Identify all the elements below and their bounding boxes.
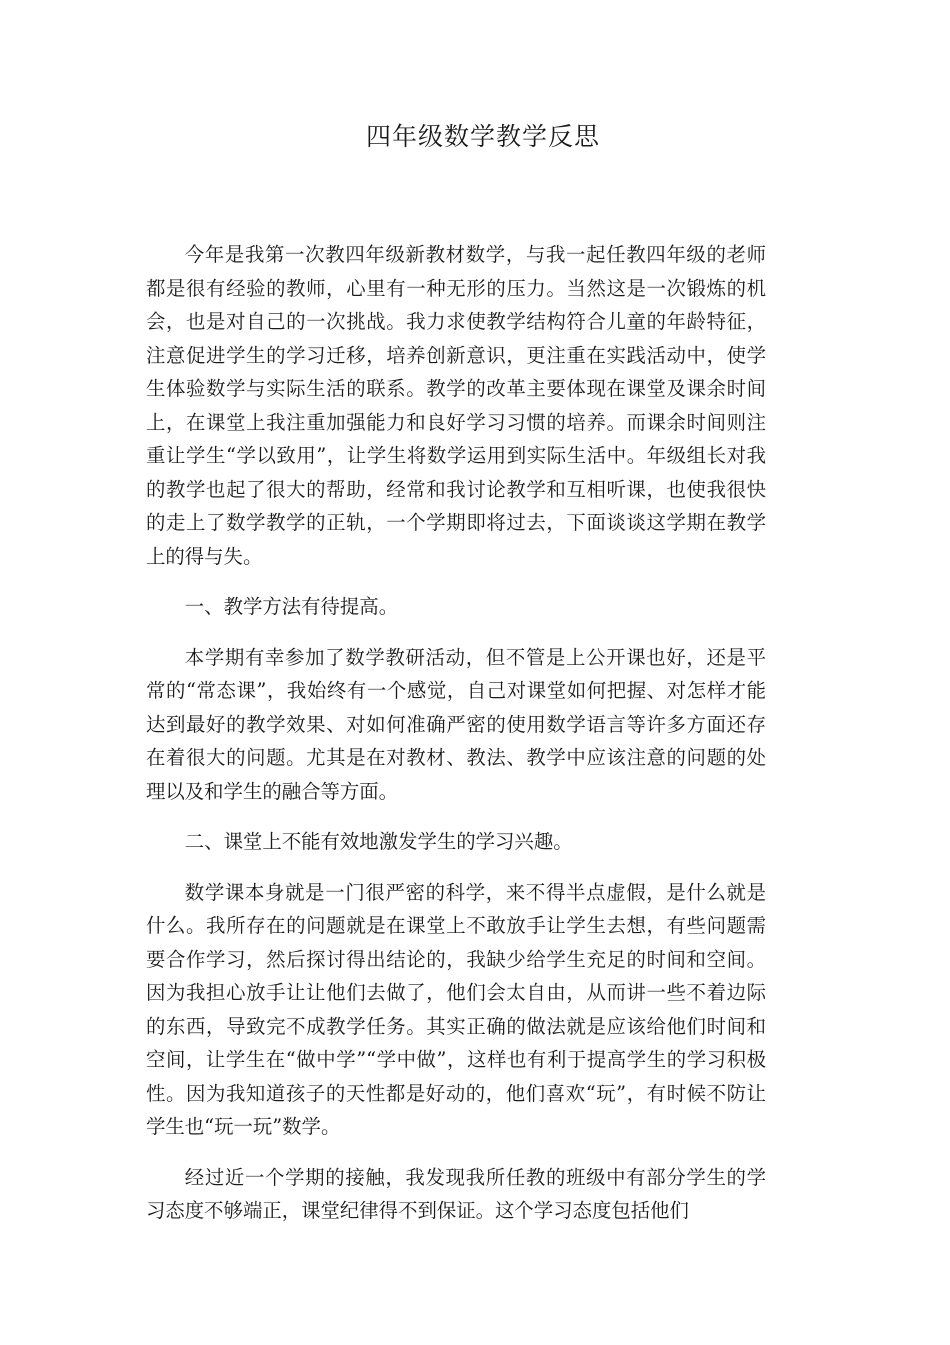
paragraph-spacer — [146, 573, 766, 590]
paragraph-spacer — [146, 859, 766, 876]
paragraph-spacer — [146, 1144, 766, 1161]
document-title: 四年级数学教学反思 — [365, 122, 600, 151]
paragraph-section-2: 数学课本身就是一门很严密的科学，来不得半点虚假，是什么就是什么。我所存在的问题就是在课堂上不敢放手让学生去想，有些问题需要合作学习，然后探讨得出结论的，我缺少给学生充足的时间和空间。因为我担心放手让让他们去做了，他们会太自由，从而讲一些不着边际的东西，导致完不成教学任务。其实正确的做法就是应该给他们时间和空间，让学生在“做中学”“学中做”，这样也有利于提高学生的学习积极性。因为我知道孩子的天性都是好动的，他们喜欢“玩”，有时候不防让学生也“玩一玩”数学。 — [146, 880, 766, 1138]
paragraph-continued: 经过近一个学期的接触，我发现我所任教的班级中有部分学生的学习态度不够端正，课堂纪律得不到保证。这个学习态度包括他们 — [146, 1165, 766, 1222]
paragraph-spacer — [146, 808, 766, 825]
paragraph-intro: 今年是我第一次教四年级新教材数学，与我一起任教四年级的老师都是很有经验的教师，心里有一种无形的压力。当然这是一次锻炼的机会，也是对自己的一次挑战。我力求使教学结构符合儿童的年龄特征，注意促进学生的学习迁移，培养创新意识，更注重在实践活动中，使学生体验数学与实际生活的联系。教学的改革主要体现在课堂及课余时间上，在课堂上我注重加强能力和良好学习习惯的培养。而课余时间则注重让学生“学以致用”，让学生将数学运用到实际生活中。年级组长对我的教学也起了很大的帮助，经常和我讨论教学和互相听课，也使我很快的走上了数学教学的正轨，一个学期即将过去，下面谈谈这学期在教学上的得与失。 — [146, 243, 766, 568]
document-body — [146, 238, 766, 1228]
paragraph-spacer — [146, 624, 766, 641]
section-heading-1: 一、教学方法有待提高。 — [184, 595, 399, 618]
section-heading-2: 二、课堂上不能有效地激发学生的学习兴趣。 — [184, 830, 573, 853]
paragraph-section-1: 本学期有幸参加了数学教研活动，但不管是上公开课也好，还是平常的“常态课”，我始终有一个感觉，自己对课堂如何把握、对怎样才能达到最好的教学效果、对如何准确严密的使用数学语言等许多方面还存在着很大的问题。尤其是在对教材、教法、教学中应该注意的问题的处理以及和学生的融合等方面。 — [146, 645, 766, 803]
